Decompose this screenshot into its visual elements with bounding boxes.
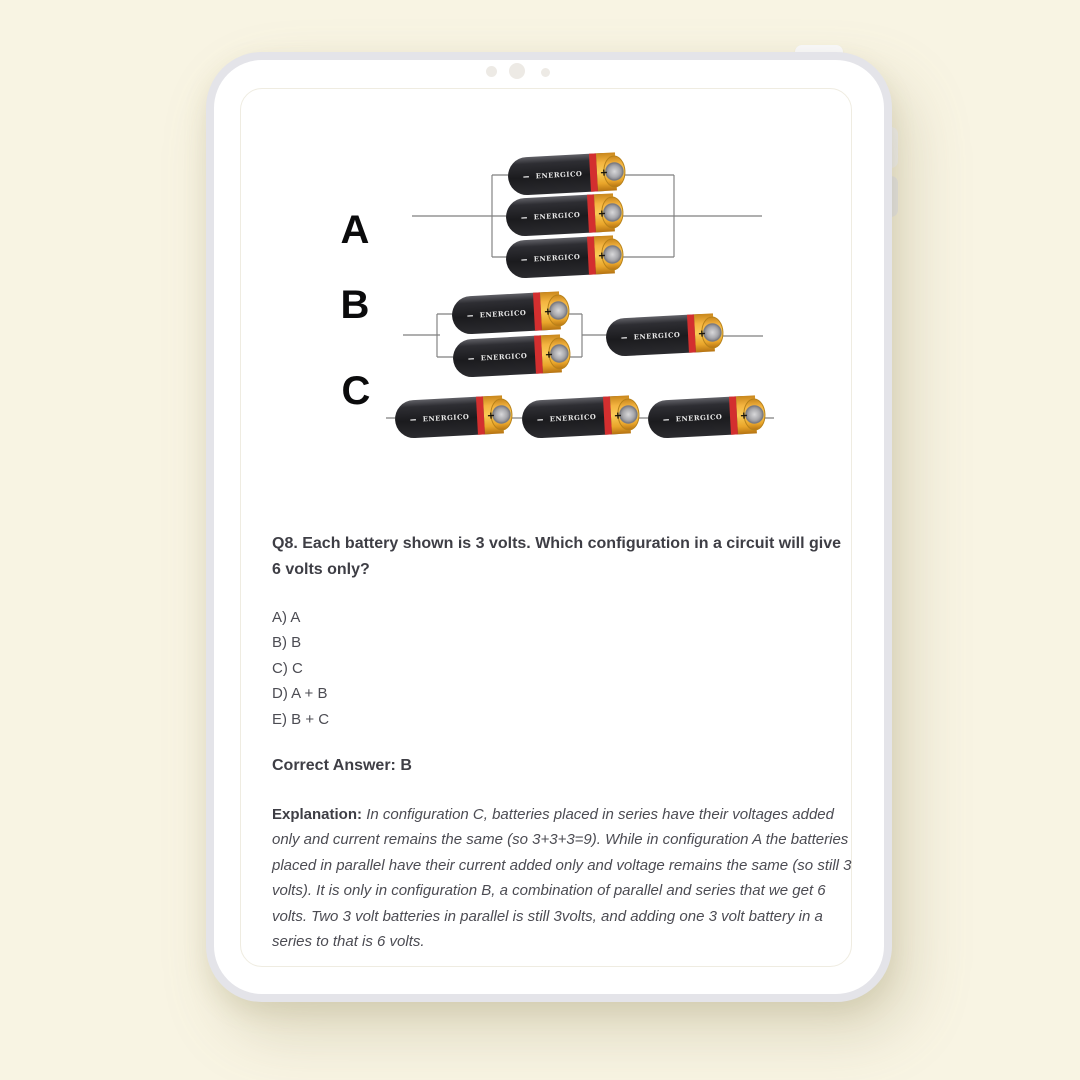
battery-icon	[507, 152, 626, 196]
config-c-label: C	[341, 369, 371, 413]
explanation-body: In configuration C, batteries placed in series have their voltages added only and current remains the same (so 3+3+3=9). While in configuration A the batteries placed in parallel have their current added only and voltage remains the same (so still 3 volts). It is only in configuration B, a combination of parallel and series that we get 6 volts. Two 3 volt batteries in parallel is still 3volts, and adding one 3 volt battery in a series to that is 6 volts.	[272, 806, 852, 951]
option-e: E) B + C	[272, 710, 330, 728]
correct-answer-text: Correct Answer: B	[272, 757, 412, 774]
explanation-label: Explanation:	[272, 806, 363, 823]
options-list	[272, 605, 672, 732]
option-b: B) B	[272, 634, 302, 652]
tablet-screen-layer	[14, 12, 892, 1002]
explanation-text	[272, 802, 857, 954]
quiz-screen	[14, 12, 852, 967]
option-a: A) A	[272, 609, 301, 626]
battery-icon	[521, 395, 640, 439]
battery-icon	[505, 193, 624, 237]
config-b-label: B	[340, 283, 370, 327]
battery-icon	[605, 313, 724, 357]
battery-icon	[647, 395, 766, 439]
option-c: C) C	[272, 659, 303, 677]
battery-icon	[394, 395, 513, 439]
battery-icon	[451, 291, 570, 335]
battery-icon	[452, 334, 571, 378]
battery-diagram: − ENERGICO + A B C	[240, 140, 852, 452]
question-text: Q8. Each battery shown is 3 volts. Which configuration in a circuit will give 6 volts only?	[272, 535, 841, 578]
option-d: D) A + B	[272, 685, 328, 703]
battery-icon	[505, 235, 624, 279]
config-a-label: A	[340, 208, 370, 252]
